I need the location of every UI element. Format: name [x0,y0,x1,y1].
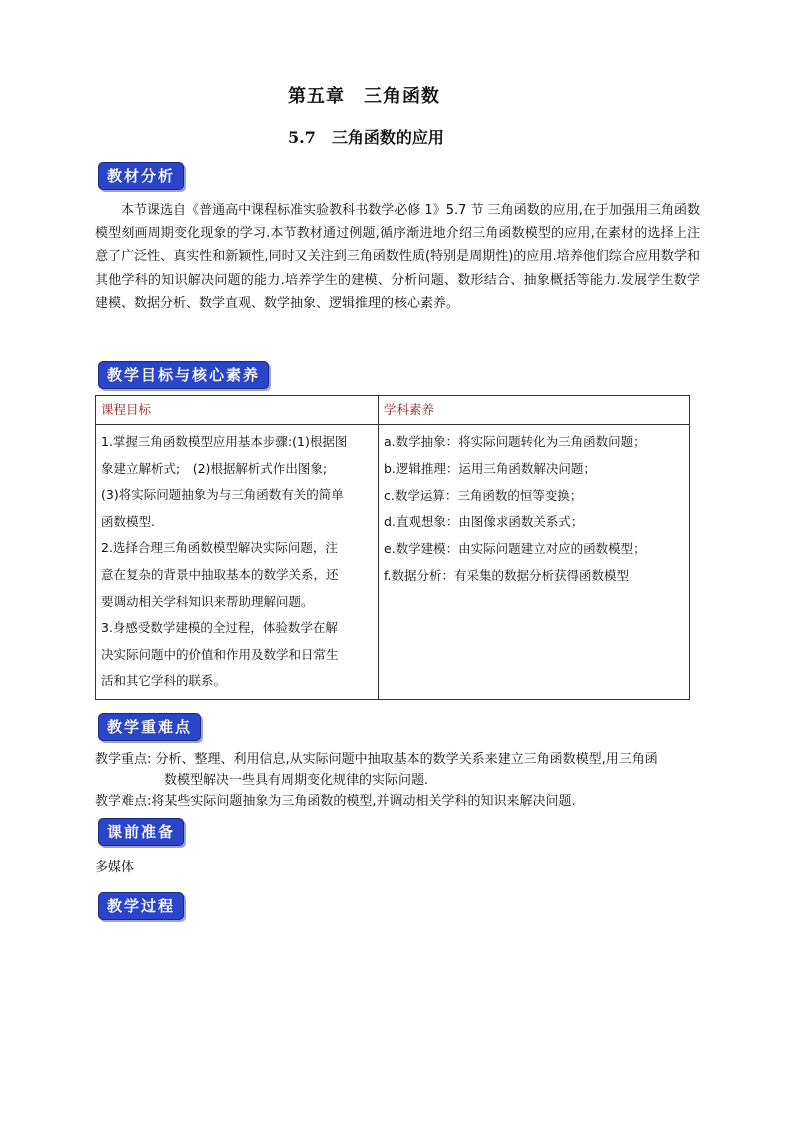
literacy-line: b.逻辑推理：运用三角函数解决问题； [384,460,596,476]
goal-line: 意在复杂的背景中抽取基本的数学关系，还 [101,566,339,582]
goals-table [95,395,690,700]
goal-line: 决实际问题中的价值和作用及数学和日常生 [101,646,339,662]
difficult-point-line: 教学难点:将某些实际问题抽象为三角函数的模型,并调动相关学科的知识来解决问题. [95,794,576,809]
badge-keypoints: 教学重难点 [98,713,201,741]
prep-text: 多媒体 [95,860,135,875]
literacy-line: a.数学抽象：将实际问题转化为三角函数问题； [384,434,646,449]
table-body-row [96,425,690,700]
goal-line: (3)将实际问题抽象为与三角函数有关的简单 [101,487,344,503]
badge-goals: 教学目标与核心素养 [98,361,269,389]
goal-line: 1.掌握三角函数模型应用基本步骤:(1)根据图 [101,434,348,449]
badge-prep: 课前准备 [98,818,184,846]
chapter-title: 第五章 三角函数 [288,86,440,107]
goal-line: 2.选择合理三角函数模型解决实际问题，注 [101,540,338,556]
analysis-paragraph [95,199,700,315]
core-literacy-cell [379,425,690,700]
goal-line: 函数模型. [101,513,155,529]
badge-analysis: 教材分析 [98,162,184,190]
course-goals-cell [96,425,379,700]
goal-line: 要调动相关学科知识来帮助理解问题。 [101,593,314,609]
literacy-line: e.数学建模：由实际问题建立对应的函数模型； [384,541,646,557]
literacy-line: c.数学运算：三角函数的恒等变换； [384,487,583,503]
literacy-line: d.直观想象：由图像求函数关系式； [384,514,584,530]
goal-line: 活和其它学科的联系。 [101,673,227,689]
header-core-literacy: 学科素养 [379,396,690,425]
table-header-row [96,396,690,425]
badge-process: 教学过程 [98,892,184,920]
section-title: 5.7 三角函数的应用 [288,128,444,147]
analysis-text: 本节课选自《普通高中课程标准实验教科书数学必修 1》5.7 节 三角函数的应用,在于加强用三角函数模型刻画周期变化现象的学习.本节教材通过例题,循序渐进地介绍三角函数模型的应用,在素材的选择上注意了广泛性、真实性和新颖性,同时又关注到三角函数性质(特别是周期性)的应用.培养他们综合应用数学和其他学科的知识解决问题的能力.培养学生的建模、分析问题、数形结合、抽象概括等能力.发展学生数学建模、数据分析、数学直观、数学抽象、逻辑推理的核心素养。 [95,203,700,311]
header-course-goals: 课程目标 [96,396,379,425]
goal-line: 象建立解析式; (2)根据解析式作出图象; [101,460,328,476]
literacy-line: f.数据分析：有采集的数据分析获得函数模型 [384,567,629,583]
key-point-line-2: 数模型解决一些具有周期变化规律的实际问题. [164,773,429,788]
goal-line: 3.身感受数学建模的全过程，体验数学在解 [101,620,338,636]
key-point-line: 教学重点: 分析、整理、利用信息,从实际问题中抽取基本的数学关系来建立三角函数模型,用三角函 [95,752,658,767]
